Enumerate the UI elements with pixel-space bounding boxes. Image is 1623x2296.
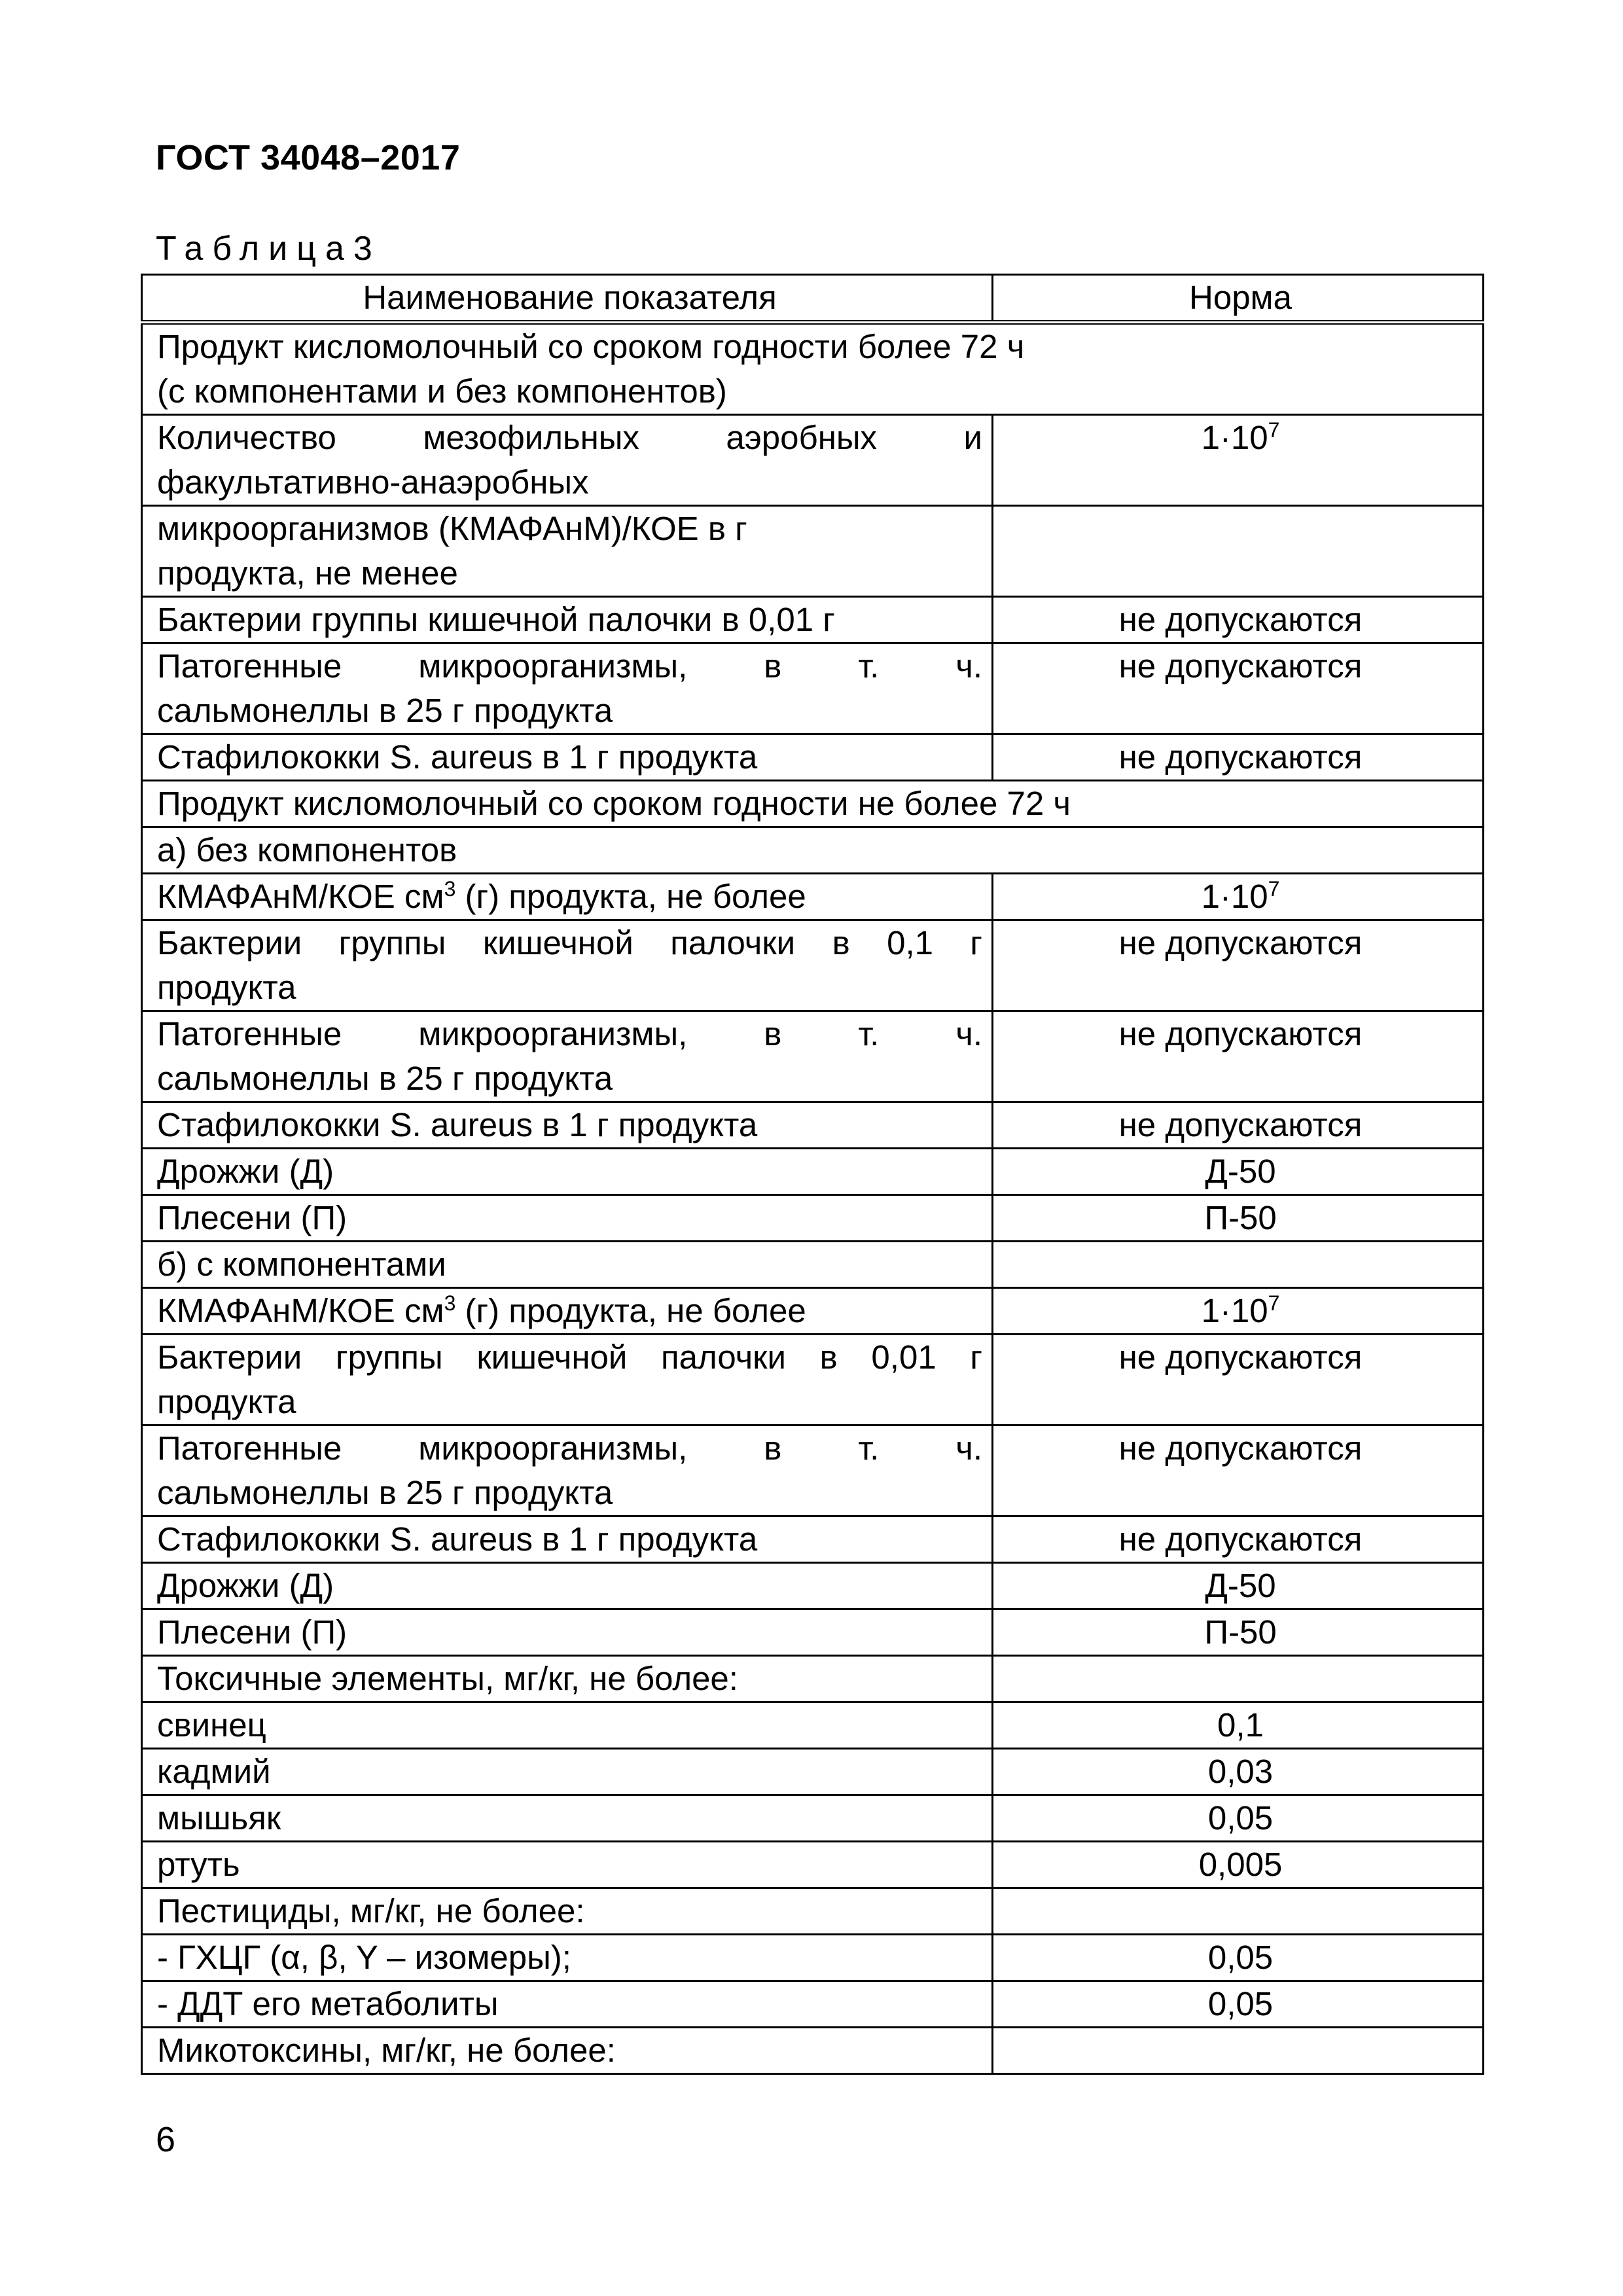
- indicator-name-line: продукта, не менее: [157, 554, 458, 592]
- table-row: [142, 827, 1484, 874]
- table-row: [142, 1516, 1484, 1563]
- indicator-cell: [142, 1335, 993, 1426]
- indicator-cell: [142, 920, 993, 1011]
- indicator-cell: [142, 2028, 993, 2074]
- norm-cell: [993, 1149, 1484, 1195]
- norm-cell: [993, 1426, 1484, 1516]
- section-heading-cell: [142, 323, 1484, 415]
- indicator-name-line: Количество мезофильных аэробных и: [157, 419, 982, 456]
- section-heading-line: а) без компонентов: [157, 831, 457, 869]
- indicator-name: Токсичные элементы, мг/кг, не более:: [157, 1660, 738, 1697]
- norm-value: не допускаются: [1118, 1338, 1363, 1376]
- table-row: [142, 1888, 1484, 1935]
- page-number: 6: [156, 2120, 176, 2159]
- norm-cell: [993, 1842, 1484, 1888]
- indicator-name: мышьяк: [157, 1799, 281, 1837]
- norm-cell: [993, 1516, 1484, 1563]
- indicator-cell: [142, 1935, 993, 1981]
- section-heading-line: Продукт кисломолочный со сроком годности более 72 ч: [157, 328, 1025, 365]
- indicator-cell: [142, 415, 993, 506]
- norm-value: 1·10: [1201, 878, 1268, 915]
- norm-value: 0,005: [1198, 1846, 1283, 1883]
- table-row: [142, 1842, 1484, 1888]
- indicator-name: - ДДТ его метаболиты: [157, 1985, 499, 2022]
- indicator-name: ртуть: [157, 1846, 240, 1883]
- norm-value: 1·10: [1201, 1292, 1268, 1329]
- indicator-cell: [142, 1842, 993, 1888]
- norm-cell: [993, 874, 1484, 920]
- table-row: [142, 781, 1484, 827]
- indicator-cell: [142, 1242, 993, 1288]
- indicator-cell: [142, 1795, 993, 1842]
- column-header-indicator: Наименование показателя: [142, 275, 993, 323]
- norm-cell: [993, 1795, 1484, 1842]
- norm-value: 0,05: [1207, 1799, 1274, 1837]
- table-row: [142, 597, 1484, 643]
- section-heading-cell: [142, 827, 1484, 874]
- table-caption: Таблица3: [156, 230, 382, 268]
- norm-cell: [993, 1888, 1484, 1935]
- indicator-name: (г) продукта, не более: [455, 878, 806, 915]
- indicator-cell: [142, 1749, 993, 1795]
- indicator-name-line: Патогенные микроорганизмы, в т. ч.: [157, 1015, 982, 1052]
- section-heading-cell: [142, 781, 1484, 827]
- indicator-name: Стафилококки S. aureus в 1 г продукта: [157, 738, 758, 776]
- indicator-cell: [142, 1149, 993, 1195]
- norm-cell: [993, 1102, 1484, 1149]
- norm-cell: [993, 1935, 1484, 1981]
- table-row: [142, 1981, 1484, 2028]
- norm-value: не допускаются: [1118, 601, 1363, 638]
- indicator-cell: [142, 1656, 993, 1702]
- table-row: [142, 1795, 1484, 1842]
- indicator-name-line: факультативно-анаэробных: [157, 463, 589, 501]
- table-row: [142, 643, 1484, 734]
- norm-exponent: 7: [1268, 877, 1280, 901]
- indicator-cell: [142, 1981, 993, 2028]
- document-header: ГОСТ 34048–2017: [156, 138, 461, 177]
- indicator-name: Бактерии группы кишечной палочки в 0,01 г: [157, 601, 835, 638]
- indicator-name-line: сальмонеллы в 25 г продукта: [157, 1474, 613, 1511]
- indicator-cell: [142, 506, 993, 597]
- norm-cell: [993, 1981, 1484, 2028]
- indicator-cell: [142, 597, 993, 643]
- norm-value: Д-50: [1205, 1153, 1276, 1190]
- indicator-name: Пестициды, мг/кг, не более:: [157, 1892, 585, 1929]
- table-row: [142, 506, 1484, 597]
- norm-value: Д-50: [1205, 1567, 1276, 1604]
- indicator-name-line: Патогенные микроорганизмы, в т. ч.: [157, 647, 982, 685]
- norm-value: П-50: [1204, 1199, 1277, 1236]
- indicator-cell: [142, 1426, 993, 1516]
- indicator-name: КМАФАнМ/КОЕ см: [157, 1292, 444, 1329]
- indicator-cell: [142, 1195, 993, 1242]
- indicator-name: Стафилококки S. aureus в 1 г продукта: [157, 1520, 758, 1558]
- indicator-name-line: Бактерии группы кишечной палочки в 0,01 г: [157, 1338, 982, 1376]
- table-row: [142, 1935, 1484, 1981]
- norm-value: не допускаются: [1118, 1520, 1363, 1558]
- norm-cell: [993, 643, 1484, 734]
- norm-cell: [993, 597, 1484, 643]
- norm-cell: [993, 1242, 1484, 1288]
- norm-cell: [993, 2028, 1484, 2074]
- indicator-cell: [142, 1609, 993, 1656]
- norm-value: П-50: [1204, 1613, 1277, 1651]
- indicator-name-line: Бактерии группы кишечной палочки в 0,1 г: [157, 924, 982, 961]
- norm-value: 0,1: [1217, 1706, 1264, 1744]
- norm-exponent: 7: [1268, 1291, 1280, 1315]
- norm-cell: [993, 734, 1484, 781]
- column-header-norm: Норма: [993, 275, 1484, 323]
- indicator-unit-exponent: 3: [444, 1291, 456, 1315]
- table-row: [142, 874, 1484, 920]
- section-heading-line: (с компонентами и без компонентов): [157, 372, 727, 410]
- table-row: [142, 415, 1484, 506]
- indicator-name: свинец: [157, 1706, 266, 1744]
- norm-value: не допускаются: [1118, 647, 1363, 685]
- indicator-cell: [142, 874, 993, 920]
- indicator-name: Плесени (П): [157, 1199, 348, 1236]
- indicator-name: б) с компонентами: [157, 1246, 446, 1283]
- norm-cell: [993, 415, 1484, 506]
- indicator-name: - ГХЦГ (α, β, Υ – изомеры);: [157, 1939, 571, 1976]
- indicator-name: Стафилококки S. aureus в 1 г продукта: [157, 1106, 758, 1143]
- indicator-name-line: продукта: [157, 969, 296, 1006]
- norm-cell: [993, 506, 1484, 597]
- norm-value: 0,05: [1207, 1939, 1274, 1976]
- table-header-row: [142, 275, 1484, 323]
- indicator-name-line: микроорганизмов (КМАФАнМ)/КОЕ в г: [157, 510, 747, 547]
- indicator-cell: [142, 734, 993, 781]
- table-row: [142, 2028, 1484, 2074]
- norm-exponent: 7: [1268, 418, 1280, 442]
- indicator-name: Микотоксины, мг/кг, не более:: [157, 2032, 616, 2069]
- indicator-name-line: Патогенные микроорганизмы, в т. ч.: [157, 1429, 982, 1467]
- norms-table: [141, 274, 1484, 2075]
- norm-cell: [993, 1011, 1484, 1102]
- norm-cell: [993, 920, 1484, 1011]
- norm-value: не допускаются: [1118, 924, 1363, 961]
- indicator-name-line: продукта: [157, 1383, 296, 1420]
- norm-value: не допускаются: [1118, 1429, 1363, 1467]
- table-row: [142, 920, 1484, 1011]
- norm-cell: [993, 1609, 1484, 1656]
- norm-value: 1·10: [1201, 419, 1268, 456]
- table-row: [142, 1011, 1484, 1102]
- indicator-name: Дрожжи (Д): [157, 1567, 334, 1604]
- norm-cell: [993, 1563, 1484, 1609]
- table-row: [142, 734, 1484, 781]
- norm-value: 0,03: [1207, 1753, 1274, 1790]
- indicator-cell: [142, 1702, 993, 1749]
- indicator-cell: [142, 643, 993, 734]
- table-row: [142, 1242, 1484, 1288]
- indicator-name: кадмий: [157, 1753, 271, 1790]
- table-row: [142, 1656, 1484, 1702]
- indicator-name-line: сальмонеллы в 25 г продукта: [157, 1060, 613, 1097]
- norm-cell: [993, 1288, 1484, 1335]
- norm-cell: [993, 1749, 1484, 1795]
- indicator-cell: [142, 1516, 993, 1563]
- table-row: [142, 1195, 1484, 1242]
- norm-value: 0,05: [1207, 1985, 1274, 2022]
- indicator-cell: [142, 1888, 993, 1935]
- norm-value: не допускаются: [1118, 1015, 1363, 1052]
- table-row: [142, 1563, 1484, 1609]
- indicator-cell: [142, 1563, 993, 1609]
- indicator-cell: [142, 1102, 993, 1149]
- indicator-name: (г) продукта, не более: [455, 1292, 806, 1329]
- indicator-unit-exponent: 3: [444, 877, 456, 901]
- indicator-name: Дрожжи (Д): [157, 1153, 334, 1190]
- table-row: [142, 1609, 1484, 1656]
- norm-cell: [993, 1335, 1484, 1426]
- table-row: [142, 1335, 1484, 1426]
- indicator-cell: [142, 1288, 993, 1335]
- norm-cell: [993, 1656, 1484, 1702]
- indicator-name: Плесени (П): [157, 1613, 348, 1651]
- table-row: [142, 1749, 1484, 1795]
- table-row: [142, 323, 1484, 415]
- indicator-name: КМАФАнМ/КОЕ см: [157, 878, 444, 915]
- indicator-cell: [142, 1011, 993, 1102]
- table-row: [142, 1702, 1484, 1749]
- norm-cell: [993, 1195, 1484, 1242]
- table-row: [142, 1288, 1484, 1335]
- norm-value: не допускаются: [1118, 1106, 1363, 1143]
- table-row: [142, 1102, 1484, 1149]
- table-row: [142, 1426, 1484, 1516]
- norm-cell: [993, 1702, 1484, 1749]
- section-heading-line: Продукт кисломолочный со сроком годности не более 72 ч: [157, 785, 1071, 822]
- table-row: [142, 1149, 1484, 1195]
- norm-value: не допускаются: [1118, 738, 1363, 776]
- indicator-name-line: сальмонеллы в 25 г продукта: [157, 692, 613, 729]
